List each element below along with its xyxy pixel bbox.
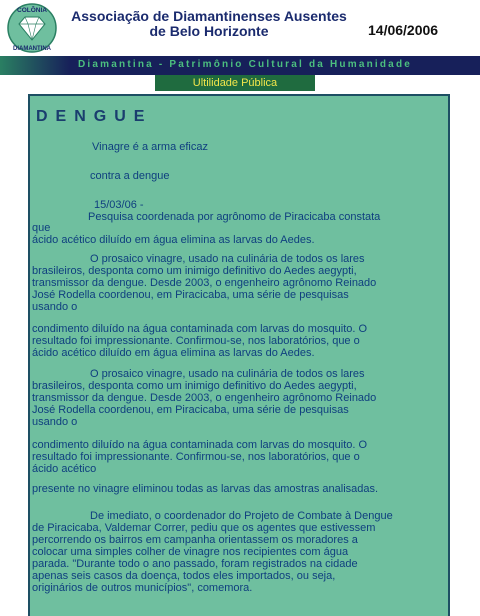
logo-text-top: COLÔNIA [17,7,47,14]
article-line: de Piracicaba, Valdemar Correr, pediu que os agentes que estivessem [32,522,376,534]
current-date: 14/06/2006 [368,22,439,38]
article-line: transmissor da dengue. Desde 2003, o engenheiro agrônomo Reinado [32,277,377,289]
article-line: usando o [32,301,78,313]
article-line: usando o [32,416,78,428]
article-line: Vinagre é a arma eficaz [92,141,208,153]
article-line: brasileiros, desponta como um inimigo definitivo do Aedes aegypti, [32,265,357,277]
article-line: ácido acético diluído em água elimina as larvas do Aedes. [32,234,315,246]
article-line: percorrendo os bairros em campanha orientassem os moradores a [32,534,358,546]
section-tab[interactable]: Ultilidade Pública [155,75,315,91]
colonia-diamantina-logo[interactable] [4,2,60,54]
organization-name [64,9,354,39]
banner-text: Diamantina - Patrimônio Cultural da Humanidade [78,59,413,70]
banner-gradient [0,56,70,75]
article-line: De imediato, o coordenador do Projeto de Combate à Dengue [90,510,393,522]
article-line: brasileiros, desponta como um inimigo definitivo do Aedes aegypti, [32,380,357,392]
org-name-line2: de Belo Horizonte [149,23,269,39]
article-line: presente no vinagre eliminou todas as larvas das amostras analisadas. [32,483,379,495]
article-line: ácido acético diluído em água elimina as larvas do Aedes. [32,347,315,359]
article-line: condimento diluído na água contaminada com larvas do mosquito. O [32,323,368,335]
article-line: José Rodella coordenou, em Piracicaba, uma série de pesquisas [32,289,349,301]
article-line: transmissor da dengue. Desde 2003, o engenheiro agrônomo Reinado [32,392,377,404]
article-title: DENGUE [36,108,153,125]
article-line: parada. "Durante todo o ano passado, foram registrados na cidade [32,558,358,570]
article-line: O prosaico vinagre, usado na culinária de todos os lares [90,253,365,265]
article-line: condimento diluído na água contaminada com larvas do mosquito. O [32,439,368,451]
article-line: O prosaico vinagre, usado na culinária de todos os lares [90,368,365,380]
heritage-banner [0,56,480,75]
article-line: contra a dengue [90,170,170,182]
logo-text-bottom: DIAMANTINA [13,46,51,52]
article-line: José Rodella coordenou, em Piracicaba, uma série de pesquisas [32,404,349,416]
article-line: originários de outros municípios", comemora. [32,582,253,594]
article-line: apenas seis casos da doença, todos eles importados, ou seja, [32,570,336,582]
article-panel [28,94,450,616]
article-line: resultado foi impressionante. Confirmou-se, nos laboratórios, que o [32,451,360,463]
article-line: resultado foi impressionante. Confirmou-se, nos laboratórios, que o [32,335,360,347]
article-line: 15/03/06 - [94,199,144,211]
article-line: Pesquisa coordenada por agrônomo de Piracicaba constata [88,211,381,223]
article-line: ácido acético [32,463,97,475]
site-header [0,0,480,56]
org-name-line1: Associação de Diamantinenses Ausentes [71,8,347,24]
article-line: colocar uma simples colher de vinagre nos recipientes com água [32,546,349,558]
article-line: que [32,222,51,234]
